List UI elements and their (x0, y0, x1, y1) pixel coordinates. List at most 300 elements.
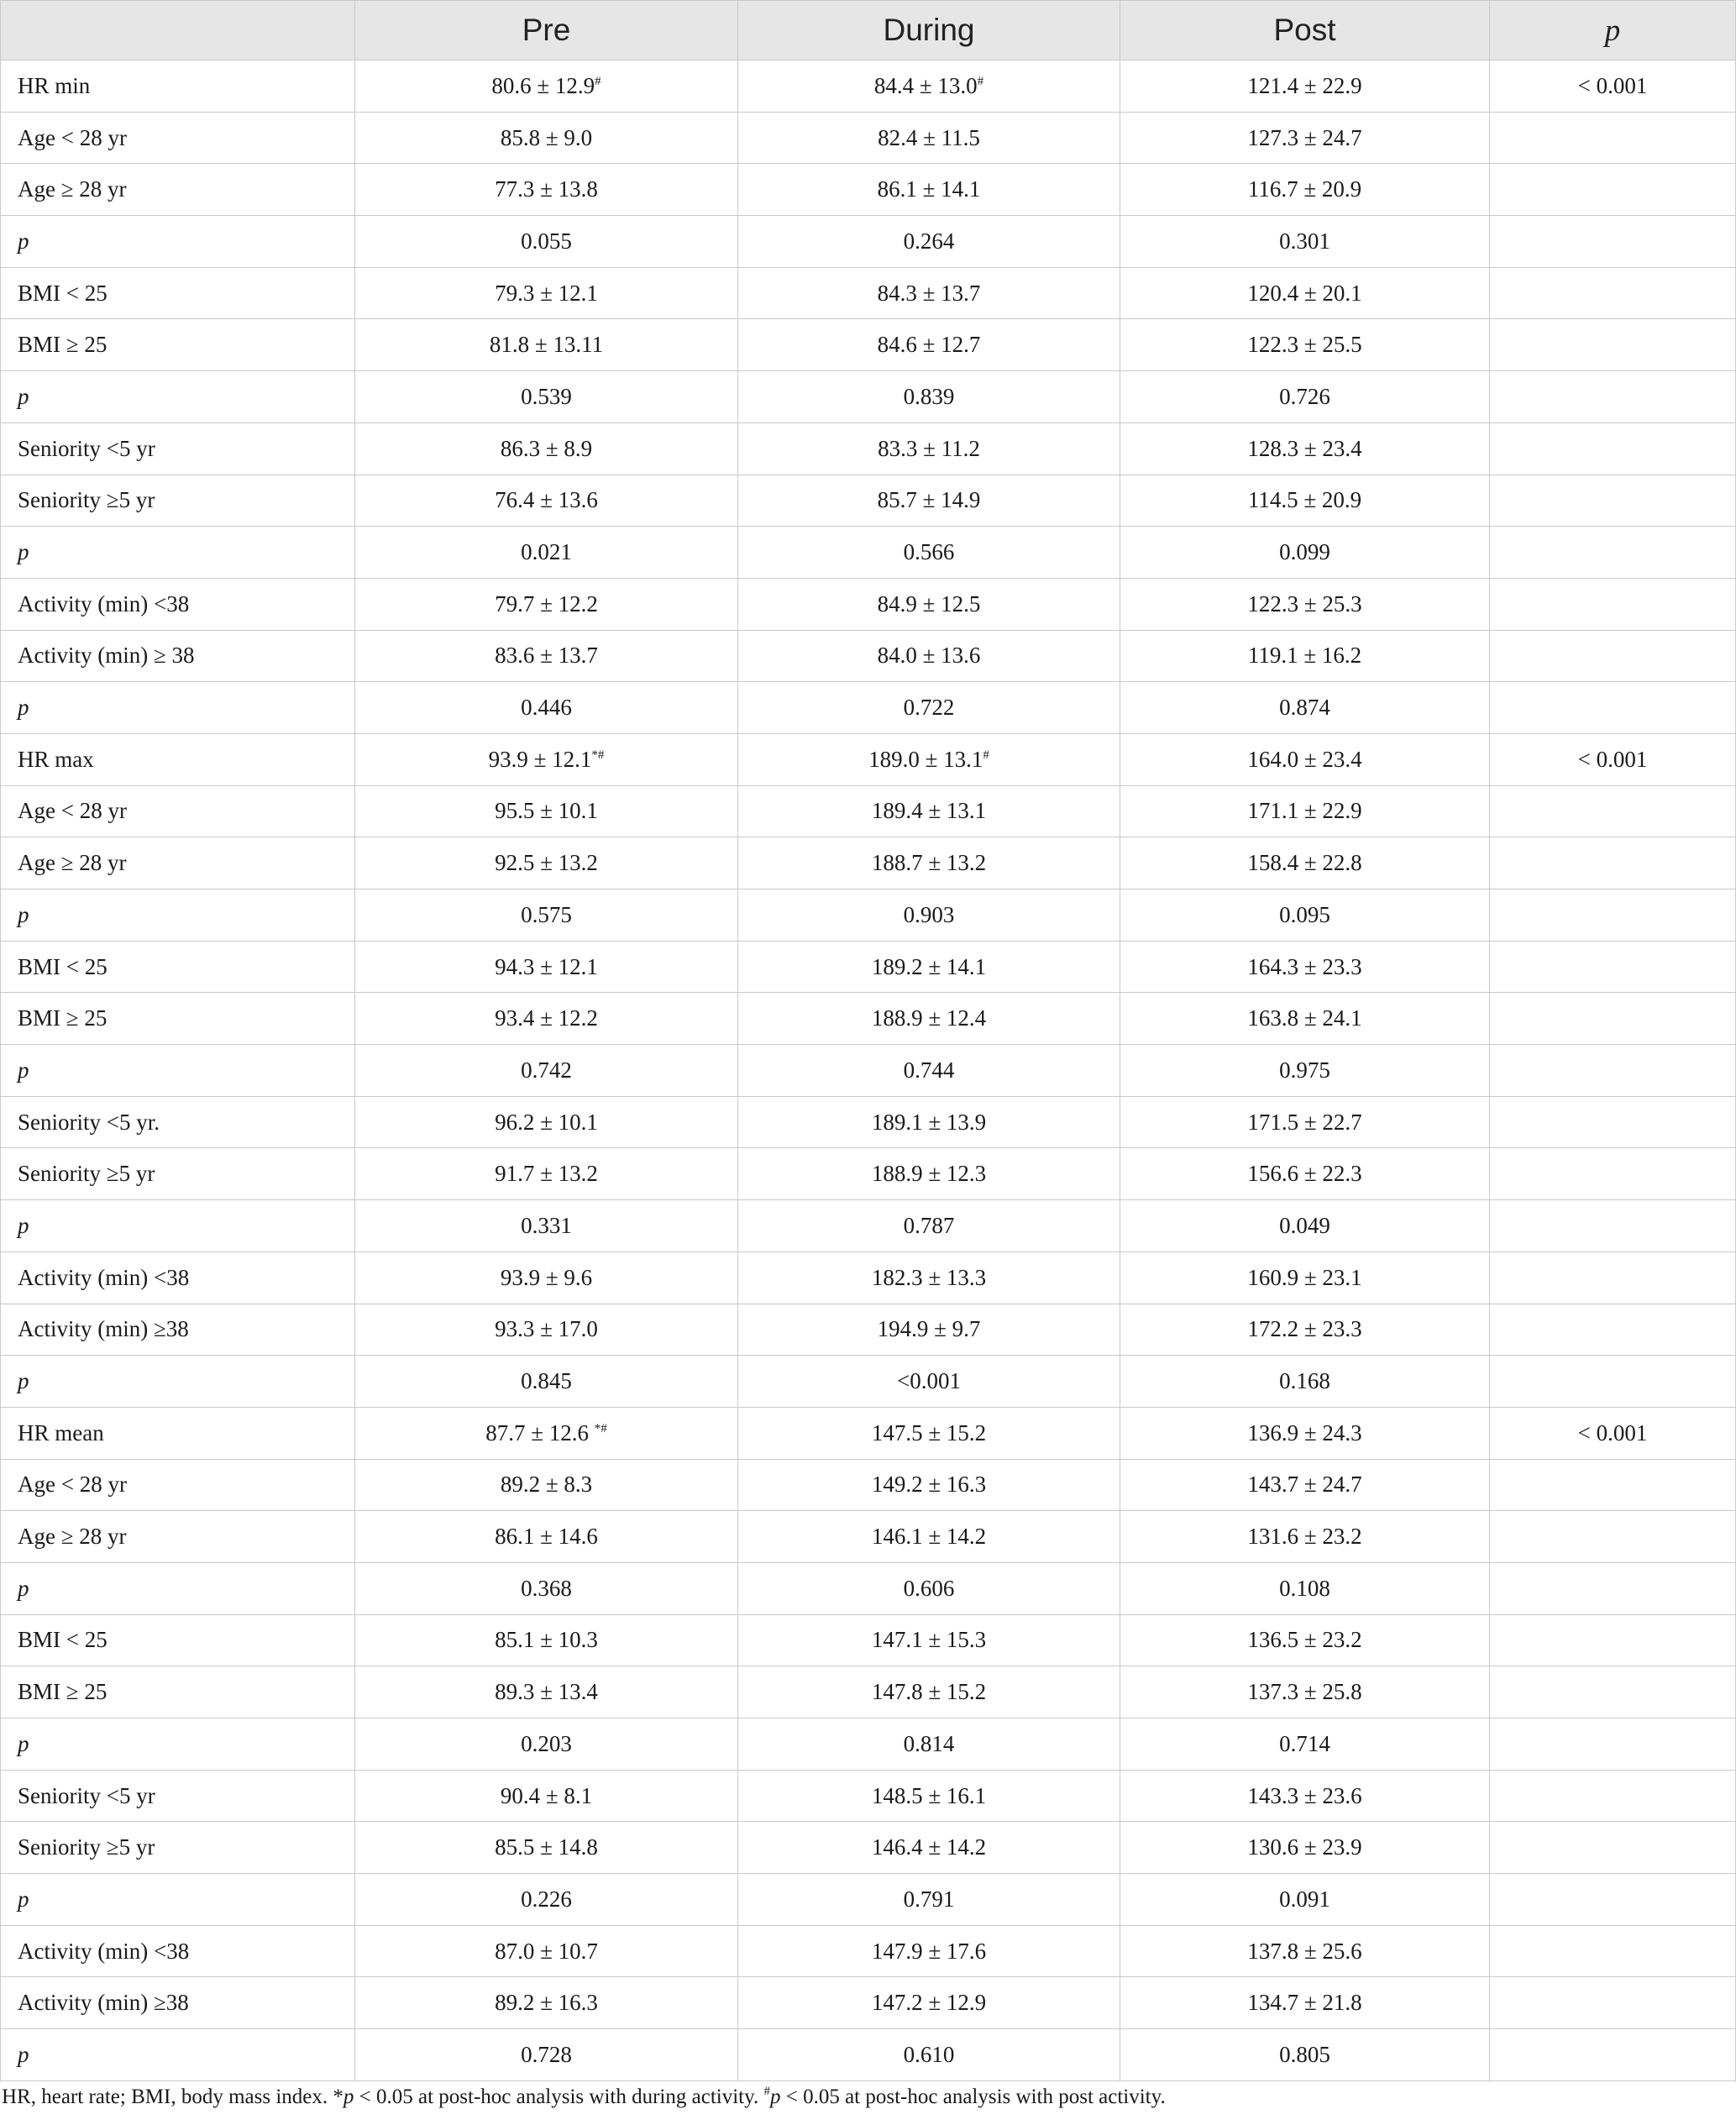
cell-during-value: 85.7 ± 14.9 (877, 487, 981, 513)
cell-pre (355, 1407, 738, 1459)
cell-pre-value: 0.021 (521, 539, 572, 565)
cell-pre (355, 1977, 738, 2029)
cell-during-value: 188.9 ± 12.3 (871, 1161, 987, 1187)
cell-pre (355, 1200, 738, 1252)
cell-p (1490, 1822, 1736, 1874)
row-label: Activity (min) <38 (1, 1251, 355, 1304)
cell-pre-value: 0.055 (521, 228, 572, 254)
cell-post-value: 131.6 ± 23.2 (1247, 1524, 1362, 1550)
table-row (1, 941, 1736, 993)
table-row (1, 889, 1736, 942)
row-label: Activity (min) ≥38 (1, 1304, 355, 1356)
cell-during (738, 112, 1120, 164)
cell-post-value: 137.8 ± 25.6 (1247, 1938, 1362, 1964)
header-post: Post (1120, 1, 1490, 60)
cell-pre-value: 93.3 ± 17.0 (495, 1316, 598, 1342)
cell-pre-value: 0.575 (521, 901, 572, 927)
table-row (1, 60, 1736, 113)
cell-post (1120, 164, 1490, 216)
cell-post (1120, 1822, 1490, 1874)
cell-post-value: 171.5 ± 22.7 (1247, 1109, 1362, 1135)
row-label: p (1, 2029, 355, 2081)
row-label: p (1, 371, 355, 423)
cell-p (1490, 475, 1736, 527)
cell-pre-value: 76.4 ± 13.6 (495, 487, 598, 513)
cell-p (1490, 319, 1736, 371)
cell-during (738, 1874, 1120, 1926)
table-row (1, 475, 1736, 527)
cell-pre (355, 733, 738, 785)
cell-during (738, 1045, 1120, 1097)
cell-post (1120, 1511, 1490, 1563)
table-row (1, 112, 1736, 164)
cell-post (1120, 216, 1490, 268)
row-label: p (1, 1718, 355, 1771)
cell-post (1120, 630, 1490, 682)
cell-post-value: 136.9 ± 24.3 (1247, 1419, 1362, 1446)
cell-during (738, 371, 1120, 423)
cell-p (1490, 993, 1736, 1045)
cell-post (1120, 371, 1490, 423)
header-pre: Pre (355, 1, 738, 60)
table-row (1, 1356, 1736, 1408)
cell-post-value: 134.7 ± 21.8 (1247, 1990, 1362, 2016)
cell-post (1120, 527, 1490, 579)
footnote-sup: # (763, 2085, 770, 2098)
cell-post (1120, 422, 1490, 475)
cell-pre-value: 93.9 ± 9.6 (500, 1264, 593, 1290)
cell-pre (355, 1874, 738, 1926)
row-label: Seniority ≥5 yr (1, 1148, 355, 1200)
cell-during (738, 1822, 1120, 1874)
cell-during (738, 1511, 1120, 1563)
table-row (1, 1045, 1736, 1097)
cell-during-value: 182.3 ± 13.3 (871, 1264, 987, 1290)
cell-post (1120, 1666, 1490, 1718)
table-row (1, 1977, 1736, 2029)
cell-p (1490, 60, 1736, 113)
cell-post (1120, 319, 1490, 371)
cell-during (738, 1614, 1120, 1666)
header-row (1, 1, 1736, 60)
table-row (1, 1770, 1736, 1822)
row-label: p (1, 1356, 355, 1408)
cell-pre-marker: *# (594, 1421, 607, 1435)
row-label: BMI ≥ 25 (1, 1666, 355, 1718)
cell-p (1490, 1977, 1736, 2029)
cell-pre-value: 86.1 ± 14.6 (495, 1524, 598, 1550)
cell-during (738, 1251, 1120, 1304)
cell-p (1490, 112, 1736, 164)
cell-pre-value: 0.742 (521, 1057, 572, 1083)
cell-p (1490, 216, 1736, 268)
cell-p (1490, 1718, 1736, 1771)
row-label: Seniority <5 yr. (1, 1096, 355, 1148)
cell-during (738, 682, 1120, 734)
cell-pre-marker: # (595, 74, 601, 88)
cell-post-value: 0.714 (1279, 1730, 1330, 1756)
table-row (1, 371, 1736, 423)
table-row (1, 993, 1736, 1045)
cell-p (1490, 422, 1736, 475)
cell-post-value: 156.6 ± 22.3 (1247, 1161, 1362, 1187)
cell-pre-value: 90.4 ± 8.1 (500, 1782, 593, 1808)
table-body (1, 60, 1736, 2081)
cell-pre-value: 92.5 ± 13.2 (495, 850, 598, 876)
cell-pre-value: 0.368 (521, 1575, 572, 1601)
cell-during-value: 0.839 (903, 383, 955, 409)
table-row (1, 1822, 1736, 1874)
cell-post-value: 119.1 ± 16.2 (1247, 643, 1362, 669)
cell-p (1490, 1045, 1736, 1097)
table-row (1, 1718, 1736, 1771)
table-row (1, 216, 1736, 268)
table-row (1, 837, 1736, 889)
cell-p (1490, 1925, 1736, 1977)
cell-during (738, 1770, 1120, 1822)
cell-pre-value: 94.3 ± 12.1 (495, 953, 598, 979)
table-row (1, 1874, 1736, 1926)
cell-during (738, 60, 1120, 113)
cell-during-value: 146.1 ± 14.2 (871, 1524, 987, 1550)
cell-during (738, 1666, 1120, 1718)
cell-post (1120, 1925, 1490, 1977)
table-row (1, 1200, 1736, 1252)
cell-during-value: 146.4 ± 14.2 (871, 1834, 987, 1860)
row-label: Age < 28 yr (1, 785, 355, 837)
cell-p (1490, 1511, 1736, 1563)
cell-pre (355, 422, 738, 475)
cell-pre (355, 319, 738, 371)
cell-p (1490, 1251, 1736, 1304)
cell-post-value: 128.3 ± 23.4 (1247, 435, 1362, 461)
cell-p-value: < 0.001 (1577, 746, 1648, 772)
cell-p (1490, 578, 1736, 630)
cell-pre-value: 89.2 ± 16.3 (495, 1990, 598, 2016)
cell-pre (355, 371, 738, 423)
cell-pre-value: 83.6 ± 13.7 (495, 643, 598, 669)
cell-post (1120, 1874, 1490, 1926)
cell-post (1120, 1562, 1490, 1614)
cell-post-value: 0.095 (1279, 901, 1330, 927)
cell-pre (355, 785, 738, 837)
table-row (1, 2029, 1736, 2081)
cell-p (1490, 889, 1736, 942)
cell-post (1120, 1614, 1490, 1666)
cell-p (1490, 1459, 1736, 1511)
header-during: During (738, 1, 1120, 60)
table-row (1, 422, 1736, 475)
cell-post (1120, 837, 1490, 889)
cell-post-value: 0.168 (1279, 1368, 1330, 1394)
cell-during (738, 422, 1120, 475)
cell-post (1120, 1251, 1490, 1304)
cell-pre-value: 93.4 ± 12.2 (495, 1005, 598, 1031)
cell-during-value: 0.264 (903, 228, 955, 254)
cell-during-value: 147.1 ± 15.3 (871, 1627, 987, 1653)
table-row (1, 164, 1736, 216)
cell-pre (355, 1356, 738, 1408)
cell-post-value: 137.3 ± 25.8 (1247, 1679, 1362, 1705)
table-row (1, 1096, 1736, 1148)
cell-during-value: 0.722 (903, 695, 955, 721)
cell-pre-value: 91.7 ± 13.2 (495, 1161, 598, 1187)
cell-pre-value: 87.0 ± 10.7 (495, 1938, 598, 1964)
cell-p-value: < 0.001 (1577, 72, 1648, 98)
cell-pre-value: 0.539 (521, 383, 572, 409)
table-row (1, 527, 1736, 579)
cell-post-value: 172.2 ± 23.3 (1247, 1316, 1362, 1342)
cell-pre (355, 1096, 738, 1148)
cell-during-value: 84.9 ± 12.5 (877, 590, 981, 617)
cell-during-value: 82.4 ± 11.5 (878, 124, 980, 150)
table-row (1, 1251, 1736, 1304)
cell-pre-value: 77.3 ± 13.8 (495, 176, 598, 202)
cell-pre (355, 267, 738, 319)
cell-pre (355, 1459, 738, 1511)
cell-pre-value: 0.203 (521, 1730, 572, 1756)
cell-pre (355, 1562, 738, 1614)
cell-pre-value: 0.845 (521, 1368, 572, 1394)
cell-post-value: 0.108 (1279, 1575, 1330, 1601)
cell-during (738, 1304, 1120, 1356)
cell-post (1120, 112, 1490, 164)
cell-pre-value: 93.9 ± 12.1 (488, 746, 592, 772)
cell-during-value: 147.8 ± 15.2 (871, 1679, 987, 1705)
cell-during-value: 0.610 (903, 2041, 955, 2067)
row-label: p (1, 1045, 355, 1097)
cell-during-value: 147.5 ± 15.2 (871, 1419, 987, 1446)
cell-p (1490, 1614, 1736, 1666)
row-label: Age ≥ 28 yr (1, 837, 355, 889)
cell-p (1490, 941, 1736, 993)
cell-during-value: 147.9 ± 17.6 (871, 1938, 987, 1964)
table-row (1, 1304, 1736, 1356)
cell-during-value: 86.1 ± 14.1 (877, 176, 981, 202)
cell-pre (355, 527, 738, 579)
cell-p (1490, 837, 1736, 889)
cell-post (1120, 785, 1490, 837)
table-row (1, 1511, 1736, 1563)
cell-pre-value: 0.728 (521, 2041, 572, 2067)
cell-during-value: 194.9 ± 9.7 (877, 1316, 981, 1342)
cell-during-value: 0.744 (903, 1057, 955, 1083)
cell-post-value: 0.091 (1279, 1886, 1330, 1912)
header-p: p (1490, 1, 1736, 60)
cell-during (738, 1200, 1120, 1252)
cell-post (1120, 1770, 1490, 1822)
cell-during (738, 837, 1120, 889)
cell-post-value: 143.3 ± 23.6 (1247, 1782, 1362, 1808)
cell-during-value: 189.4 ± 13.1 (871, 798, 987, 824)
cell-pre (355, 1148, 738, 1200)
footnote-p1: p (343, 2086, 354, 2108)
cell-during-value: 0.566 (903, 539, 955, 565)
cell-p-value: < 0.001 (1577, 1419, 1648, 1446)
cell-during (738, 733, 1120, 785)
cell-during (738, 2029, 1120, 2081)
table-row (1, 630, 1736, 682)
cell-pre-value: 85.8 ± 9.0 (500, 124, 593, 150)
row-label: p (1, 889, 355, 942)
row-label: Seniority <5 yr (1, 422, 355, 475)
cell-p (1490, 1666, 1736, 1718)
cell-during (738, 475, 1120, 527)
row-label: Age < 28 yr (1, 1459, 355, 1511)
cell-pre (355, 164, 738, 216)
cell-post-value: 130.6 ± 23.9 (1247, 1834, 1362, 1860)
cell-during-value: 84.4 ± 13.0 (873, 72, 978, 98)
cell-pre-value: 95.5 ± 10.1 (495, 798, 598, 824)
cell-p (1490, 164, 1736, 216)
cell-pre (355, 682, 738, 734)
cell-post-value: 120.4 ± 20.1 (1247, 280, 1362, 306)
cell-post-value: 127.3 ± 24.7 (1247, 124, 1362, 150)
cell-post (1120, 578, 1490, 630)
cell-during (738, 1148, 1120, 1200)
footnote-p2: p (769, 2086, 781, 2108)
cell-during-value: 0.814 (903, 1730, 955, 1756)
cell-pre (355, 889, 738, 942)
cell-during (738, 319, 1120, 371)
cell-during (738, 578, 1120, 630)
row-label: p (1, 682, 355, 734)
cell-during-value: 189.1 ± 13.9 (871, 1109, 987, 1135)
cell-pre (355, 1822, 738, 1874)
cell-during-value: 189.0 ± 13.1 (868, 746, 983, 772)
cell-p (1490, 1874, 1736, 1926)
cell-during (738, 630, 1120, 682)
cell-during (738, 889, 1120, 942)
cell-during (738, 1096, 1120, 1148)
cell-pre (355, 1614, 738, 1666)
cell-post (1120, 993, 1490, 1045)
cell-post (1120, 1977, 1490, 2029)
cell-during-value: 188.7 ± 13.2 (871, 850, 987, 876)
cell-pre-value: 86.3 ± 8.9 (500, 435, 593, 461)
cell-pre (355, 1925, 738, 1977)
cell-post-value: 114.5 ± 20.9 (1247, 487, 1362, 513)
cell-during (738, 164, 1120, 216)
cell-post (1120, 1096, 1490, 1148)
cell-post (1120, 733, 1490, 785)
cell-post-value: 122.3 ± 25.5 (1247, 332, 1362, 358)
cell-pre-value: 85.5 ± 14.8 (495, 1834, 598, 1860)
cell-post (1120, 1148, 1490, 1200)
table-row (1, 578, 1736, 630)
table-row (1, 1925, 1736, 1977)
row-label: p (1, 1874, 355, 1926)
cell-post-value: 116.7 ± 20.9 (1247, 176, 1362, 202)
cell-post-value: 163.8 ± 24.1 (1247, 1005, 1362, 1031)
cell-during (738, 527, 1120, 579)
cell-p (1490, 1148, 1736, 1200)
row-label: HR max (1, 733, 355, 785)
cell-p (1490, 527, 1736, 579)
row-label: BMI < 25 (1, 941, 355, 993)
header-label (1, 1, 355, 60)
cell-p (1490, 1356, 1736, 1408)
cell-p (1490, 267, 1736, 319)
cell-p (1490, 1407, 1736, 1459)
row-label: Activity (min) ≥ 38 (1, 630, 355, 682)
cell-post (1120, 1718, 1490, 1771)
footnote-part2: < 0.05 at post-hoc analysis with during activity. (354, 2086, 764, 2108)
cell-p (1490, 1770, 1736, 1822)
cell-post-value: 0.099 (1279, 539, 1330, 565)
cell-pre (355, 1718, 738, 1771)
cell-during-value: 83.3 ± 11.2 (878, 435, 980, 461)
cell-post-value: 0.805 (1279, 2041, 1330, 2067)
cell-pre (355, 1304, 738, 1356)
cell-post-value: 171.1 ± 22.9 (1247, 798, 1362, 824)
cell-pre-value: 85.1 ± 10.3 (495, 1627, 598, 1653)
cell-pre-value: 89.2 ± 8.3 (500, 1472, 593, 1498)
cell-pre-value: 89.3 ± 13.4 (495, 1679, 598, 1705)
cell-pre (355, 1045, 738, 1097)
cell-during-value: 188.9 ± 12.4 (871, 1005, 987, 1031)
cell-p (1490, 682, 1736, 734)
cell-pre (355, 1511, 738, 1563)
cell-during (738, 1977, 1120, 2029)
cell-p (1490, 1200, 1736, 1252)
cell-during (738, 1356, 1120, 1408)
footnote-part3: < 0.05 at post-hoc analysis with post activity. (780, 2086, 1166, 2108)
table-row (1, 1459, 1736, 1511)
row-label: BMI ≥ 25 (1, 993, 355, 1045)
cell-pre (355, 475, 738, 527)
cell-pre (355, 837, 738, 889)
table-row (1, 1666, 1736, 1718)
cell-post (1120, 1407, 1490, 1459)
cell-post-value: 122.3 ± 25.3 (1247, 590, 1362, 617)
row-label: BMI < 25 (1, 1614, 355, 1666)
cell-post-value: 158.4 ± 22.8 (1247, 850, 1362, 876)
cell-during-value: 0.787 (903, 1212, 955, 1238)
cell-during (738, 216, 1120, 268)
cell-pre (355, 1770, 738, 1822)
cell-post (1120, 941, 1490, 993)
cell-pre-value: 80.6 ± 12.9 (491, 72, 595, 98)
cell-post-value: 0.726 (1279, 383, 1330, 409)
cell-pre-value: 79.3 ± 12.1 (495, 280, 598, 306)
cell-post (1120, 2029, 1490, 2081)
cell-during (738, 941, 1120, 993)
row-label: Activity (min) <38 (1, 1925, 355, 1977)
cell-pre (355, 2029, 738, 2081)
cell-post-value: 160.9 ± 23.1 (1247, 1264, 1362, 1290)
row-label: Seniority ≥5 yr (1, 1822, 355, 1874)
cell-during-value: 0.791 (903, 1886, 955, 1912)
table-row (1, 682, 1736, 734)
table-row (1, 1614, 1736, 1666)
cell-post-value: 136.5 ± 23.2 (1247, 1627, 1362, 1653)
cell-pre-value: 79.7 ± 12.2 (495, 590, 598, 617)
row-label: p (1, 216, 355, 268)
cell-during-value: 149.2 ± 16.3 (871, 1472, 987, 1498)
cell-during-marker: # (983, 748, 989, 762)
cell-pre-value: 81.8 ± 13.11 (489, 332, 604, 358)
cell-p (1490, 630, 1736, 682)
row-label: BMI ≥ 25 (1, 319, 355, 371)
cell-pre-value: 87.7 ± 12.6 (485, 1419, 595, 1446)
cell-pre (355, 993, 738, 1045)
cell-post (1120, 1459, 1490, 1511)
cell-pre-value: 96.2 ± 10.1 (495, 1109, 598, 1135)
footnote-part1: HR, heart rate; BMI, body mass index. * (2, 2086, 344, 2108)
cell-p (1490, 1562, 1736, 1614)
cell-during-value: <0.001 (897, 1368, 961, 1394)
